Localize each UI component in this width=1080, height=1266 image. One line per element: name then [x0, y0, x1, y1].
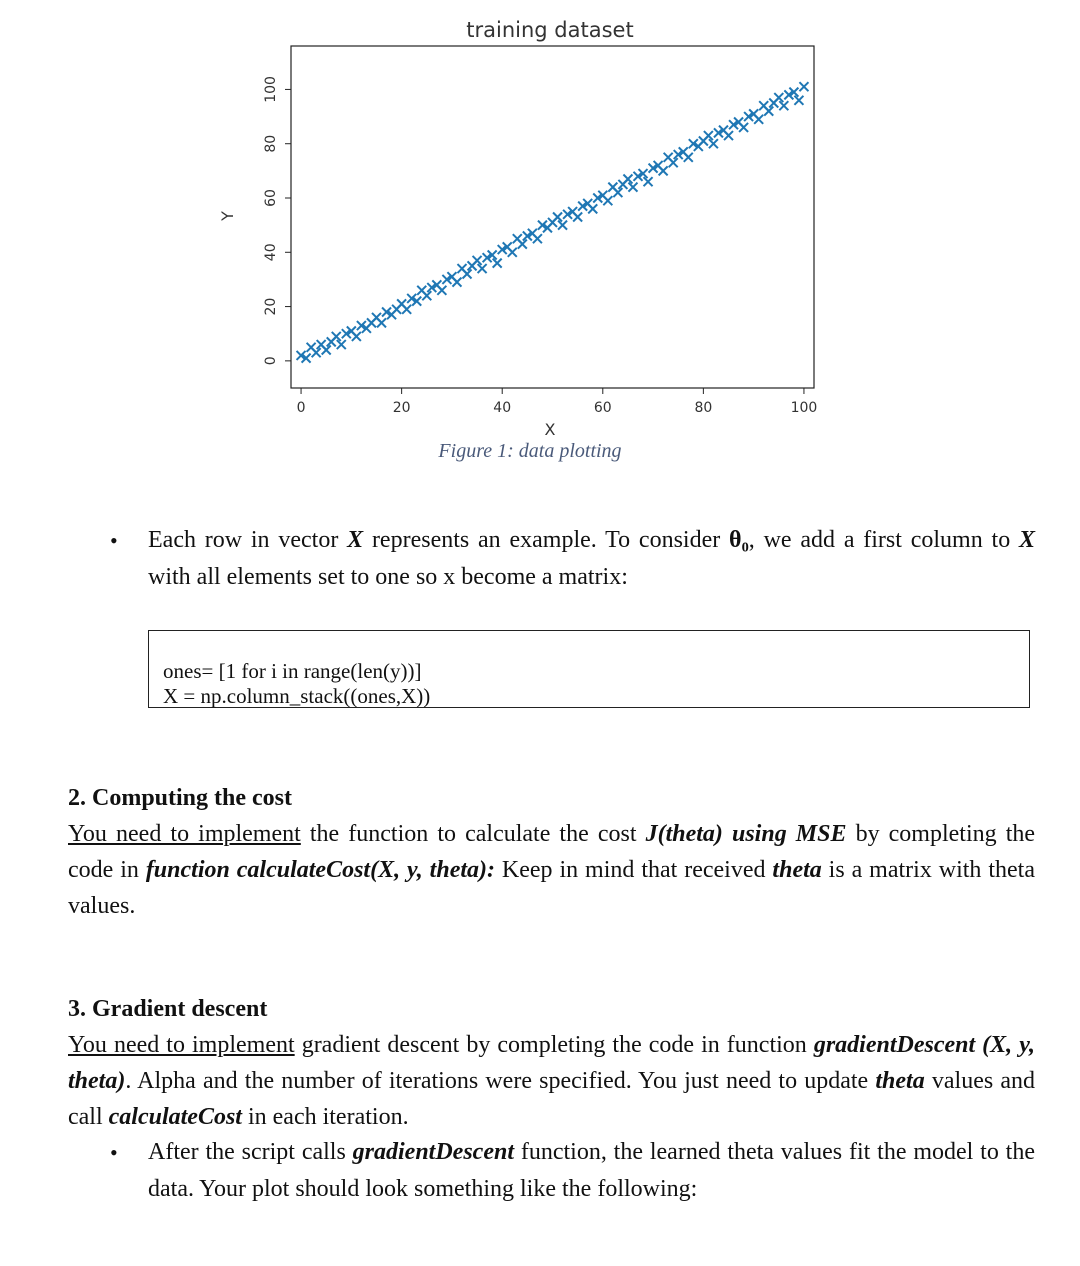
x-tick-label: 100 [790, 400, 818, 416]
section-heading: 3. Gradient descent [68, 996, 268, 1022]
y-tick-label: 100 [263, 76, 279, 103]
y-tick-label: 20 [263, 297, 279, 316]
y-axis-label: Y [218, 211, 237, 221]
var-x: X [1019, 527, 1036, 553]
bullet-marker: • [110, 1140, 118, 1165]
plot-area-frame [291, 46, 814, 388]
x-tick-label: 20 [392, 400, 411, 416]
x-axis-label: X [544, 420, 556, 439]
section-heading: 2. Computing the cost [68, 785, 293, 811]
section-computing-cost [68, 780, 1035, 924]
bullet-row-vector-explanation [110, 522, 1035, 596]
section-paragraph: You need to implement gradient descent by completing the code in function gradientDescent (X, y, theta). Alpha and the number of iterations were specified. You just need to update theta values and call calculateCost in each iteration. [68, 1032, 1035, 1130]
theta-zero: θ₀ [729, 527, 749, 553]
code-snippet-box [148, 630, 1030, 708]
x-tick-label: 0 [296, 400, 306, 416]
y-tick-label: 40 [263, 243, 279, 262]
y-tick-label: 0 [263, 356, 279, 366]
code-line: ones= [1 for i in range(len(y))] [163, 659, 422, 683]
y-tick-label: 80 [263, 134, 279, 153]
scatter-chart [0, 0, 1080, 440]
bullet-text: Each row in vector X represents an example. To consider θ₀, we add a first column to X with all elements set to one so x become a matrix: [148, 527, 1036, 590]
chart-title: training dataset [466, 18, 634, 42]
instruction-underline: You need to implement [68, 1032, 295, 1058]
figure-caption: Figure 1: data plotting [438, 440, 622, 462]
y-axis [263, 76, 291, 365]
section-gradient-descent [68, 991, 1035, 1135]
instruction-underline: You need to implement [68, 821, 301, 847]
bullet-learned-theta [110, 1134, 1035, 1208]
x-tick-label: 40 [493, 400, 512, 416]
bullet-text: After the script calls gradientDescent function, the learned theta values fit the model to the data. Your plot should look something like the following: [148, 1139, 1036, 1202]
x-tick-label: 80 [694, 400, 713, 416]
var-x: X [347, 527, 364, 553]
bullet-marker: • [110, 528, 118, 553]
y-tick-label: 60 [263, 189, 279, 207]
x-tick-label: 60 [593, 400, 612, 416]
section-paragraph: You need to implement the function to calculate the cost J(theta) using MSE by completing the code in function calculateCost(X, y, theta): Keep in mind that received theta is a matrix with theta values. [68, 821, 1036, 919]
x-axis [297, 388, 818, 416]
code-line: X = np.column_stack((ones,X)) [163, 684, 431, 708]
